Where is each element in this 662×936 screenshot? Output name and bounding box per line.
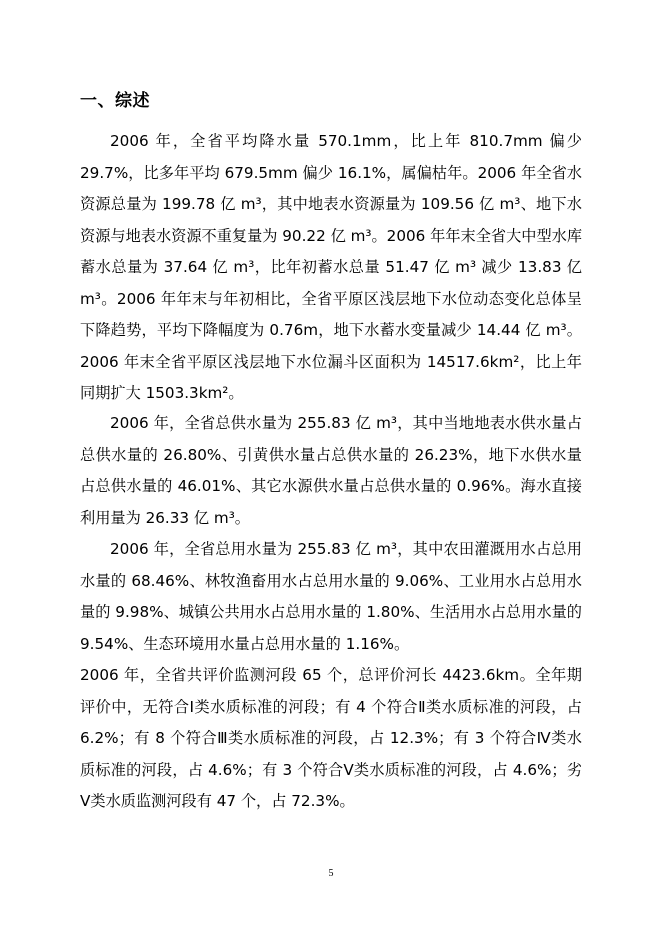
- section-heading: 一、综述: [80, 91, 150, 111]
- paragraph-overview-precipitation: 2006 年，全省平均降水量 570.1mm，比上年 810.7mm 偏少 29.7%，比多年平均 679.5mm 偏少 16.1%，属偏枯年。2006 年全省水资源总量为 199.78 亿 m³，其中地表水资源量为 109.56 亿 m³、地下水资源与地表水资源不重复量为 90.22 亿 m³。2006 年年末全省大中型水库蓄水总量为 37.64 亿 m³，比年初蓄水总量 51.47 亿 m³ 减少 13.83 亿 m³。2006 年年末与年初相比，全省平原区浅层地下水位动态变化总体呈下降趋势，平均下降幅度为 0.76m，地下水蓄水变量减少 14.44 亿 m³。2006 年末全省平原区浅层地下水位漏斗区面积为 14517.6km²，比上年同期扩大 1503.3km²。: [80, 132, 583, 402]
- page-number: 5: [328, 868, 334, 879]
- paragraph-water-use: 2006 年，全省总用水量为 255.83 亿 m³，其中农田灌溉用水占总用水量的 68.46%、林牧渔畜用水占总用水量的 9.06%、工业用水占总用水量的 9.98%、城镇公共用水占总用水量的 1.80%、生活用水占总用水量的 9.54%、生态环境用水量占总用水量的 1.16%。: [80, 540, 582, 653]
- paragraph-water-supply: 2006 年，全省总供水量为 255.83 亿 m³，其中当地地表水供水量占总供水量的 26.80%、引黄供水量占总供水量的 26.23%，地下水供水量占总供水量的 46.01%、其它水源供水量占总供水量的 0.96%。海水直接利用量为 26.33 亿 m³。: [80, 414, 582, 527]
- paragraph-river-quality: 2006 年，全省共评价监测河段 65 个，总评价河长 4423.6km。全年期评价中，无符合Ⅰ类水质标准的河段；有 4 个符合Ⅱ类水质标准的河段，占 6.2%；有 8 个符合Ⅲ类水质标准的河段，占 12.3%；有 3 个符合Ⅳ类水质标准的河段，占 4.6%；有 3 个符合Ⅴ类水质标准的河段，占 4.6%；劣Ⅴ类水质监测河段有 47 个，占 72.3%。: [80, 666, 582, 810]
